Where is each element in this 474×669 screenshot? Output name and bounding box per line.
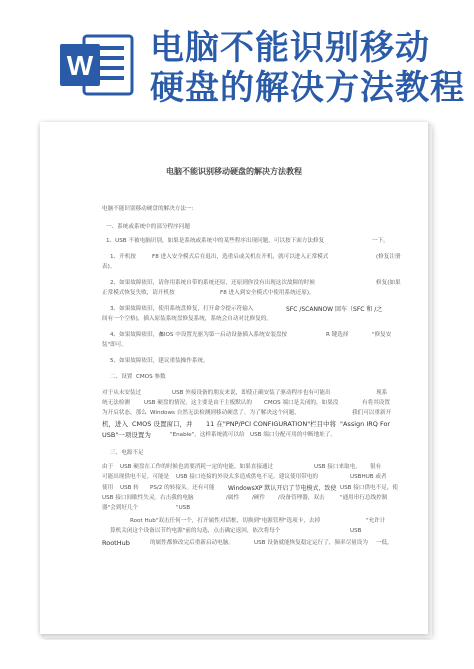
doc-line: SFC /SCANNOW 回车（SFC 和 /之 — [286, 306, 383, 313]
doc-line: PS/2 的转接头。还有可能 — [150, 485, 215, 491]
doc-line: 机，进入 — [102, 420, 128, 428]
doc-line: /属性 — [226, 495, 240, 501]
document-page — [40, 122, 428, 634]
doc-line: /设备管理器，双击 — [278, 495, 325, 501]
doc-line: 为开启状态，那么 — [102, 410, 147, 416]
doc-line: 算机关闭这个设备以节约电源"前的勾选，点击确定返回，依次将每个 — [110, 528, 281, 534]
doc-line: Root Hub"双击任何一个，打开属性对话框，切换到"电源管理"选项卡，去掉 — [130, 518, 321, 524]
doc-line: 使用 — [102, 485, 114, 491]
doc-line: 主板默认的 — [224, 400, 252, 406]
doc-line: USB — [350, 528, 362, 534]
doc-line: BIOS 中设置光驱为第一启动设备插入系统安装盘按 — [160, 332, 288, 338]
doc-line: 1、开机按 — [110, 254, 136, 260]
doc-line: /硬件 — [252, 495, 266, 501]
doc-line: 一低。 — [376, 540, 393, 546]
doc-line: 可能出现供电不足。可能是 — [102, 474, 170, 480]
doc-line: RootHub — [102, 539, 130, 547]
doc-line: "通用串行总线控制 — [340, 495, 388, 501]
doc-line: 统无法检测 — [102, 400, 130, 406]
doc-line: USB 硬盘在工作的时候也需要消耗一定的电能，如果直接通过 — [120, 464, 274, 470]
doc-line: CMOS 设置窗口，并 — [132, 420, 193, 428]
doc-line: 对于从未安装过 — [102, 390, 142, 396]
doc-line: 一下。 — [372, 238, 389, 244]
doc-line: 间有一个空格)，插入原装系统盘修复系统，系统会自动对比修复的。 — [102, 316, 272, 322]
doc-line: 三、电源不足 — [110, 450, 144, 456]
doc-line: USB 外接设备的朋友来说，即使正确安装了驱动程序也有可能出 — [172, 390, 331, 396]
page-title-line-2: 硬盘的解决方法教程 — [150, 68, 465, 108]
doc-line: 的属性都修改完后重新启动电脑。 — [150, 540, 234, 546]
doc-line: 一、系统或系统中的部分程序问题 — [106, 224, 190, 230]
doc-line: 4、如果故障依旧，在 — [110, 332, 164, 338]
doc-line: 5、如果故障依旧，建议重装操作系统。 — [110, 358, 209, 364]
doc-line: CMOS 参数 — [136, 374, 166, 380]
doc-line: 3、如果故障依旧，使用系统盘修复，打开命令提示符输入 — [110, 306, 254, 312]
doc-line: USB 接口来取电， — [314, 464, 361, 470]
doc-line: "USB — [176, 505, 191, 511]
doc-line: 很有 — [370, 464, 382, 470]
document-title: 电脑不能识别移动硬盘的解决方法教程 — [166, 167, 302, 176]
doc-line: "Assign IRQ For — [340, 420, 391, 428]
doc-line: 1、USB 不被电脑识别，如果是系统或系统中的某些程序出现问题，可以按下面方法修复 — [106, 238, 325, 244]
doc-line: Windows 自然无法检测到移动硬盘了。为了解决这个问题， — [150, 410, 300, 416]
doc-line: USB 硬盘的情况，这主要是由于 — [144, 400, 225, 406]
doc-line: CMOS 端口是关闭的，如果没 — [264, 400, 339, 406]
doc-line: F8 进入安全模式后在退出，选重启或关机在开机，就可以进入正常模式 — [152, 254, 329, 260]
doc-line: 器"会到好几个 — [102, 505, 139, 511]
doc-line: 表)。 — [102, 264, 116, 270]
doc-line: 我们可以重新开 — [352, 410, 392, 416]
header-banner — [0, 0, 474, 120]
word-letter: W — [66, 50, 94, 81]
doc-line: 正常模式恢复失败，请开机按 — [102, 290, 175, 296]
doc-line: (修复注册 — [376, 254, 401, 260]
doc-line: F8 进入到安全模式中使用系统还原)。 — [220, 290, 315, 296]
doc-line: 11 在"PNP/PCI CONFIGURATION"栏目中将 — [206, 420, 337, 428]
doc-line: 由于 — [102, 464, 114, 470]
doc-line: 2、如果故障依旧，请你用系统自带的系统还原，还原到你没有出现这次故障的时候 — [110, 280, 315, 286]
doc-line: USB 转 — [120, 485, 139, 491]
doc-line: USB 设备就能恢复稳定运行了，频率尽量设为 — [254, 540, 368, 546]
doc-line: USB 接口间歇性失灵。右击我的电脑 — [102, 495, 194, 501]
doc-line: "允许计 — [366, 518, 386, 524]
doc-line: USB 接口供电不足，使 — [340, 485, 399, 491]
doc-line: USB"一项设置为 — [102, 431, 151, 439]
doc-line: 电脑不能识别移动硬盘的解决方法一: — [102, 206, 194, 212]
doc-line: 修复(如果 — [376, 280, 401, 286]
word-document-icon — [58, 32, 134, 98]
doc-line: WindowsXP 默认开启了节电模式，致使 — [228, 485, 337, 492]
doc-line: "修复安 — [372, 332, 392, 338]
doc-line: 装"即可。 — [102, 342, 127, 348]
doc-line: USB 端口分配可用的中断地址了。 — [250, 432, 336, 438]
doc-line: 现系 — [376, 390, 388, 396]
page-title-line-1: 电脑不能识别移动 — [150, 28, 430, 68]
doc-line: USB 接口连接的外设太多造成供电不足。建议使用带电的 — [176, 474, 318, 480]
doc-line: 有将其设置 — [362, 400, 390, 406]
doc-line: 二、设置 — [110, 374, 133, 380]
doc-line: "Enable"，这样系统就可以给 — [170, 432, 245, 438]
doc-line: USBHUB 或者 — [350, 474, 387, 480]
doc-line: R 键选择 — [326, 332, 349, 338]
bottom-strip — [0, 640, 474, 669]
